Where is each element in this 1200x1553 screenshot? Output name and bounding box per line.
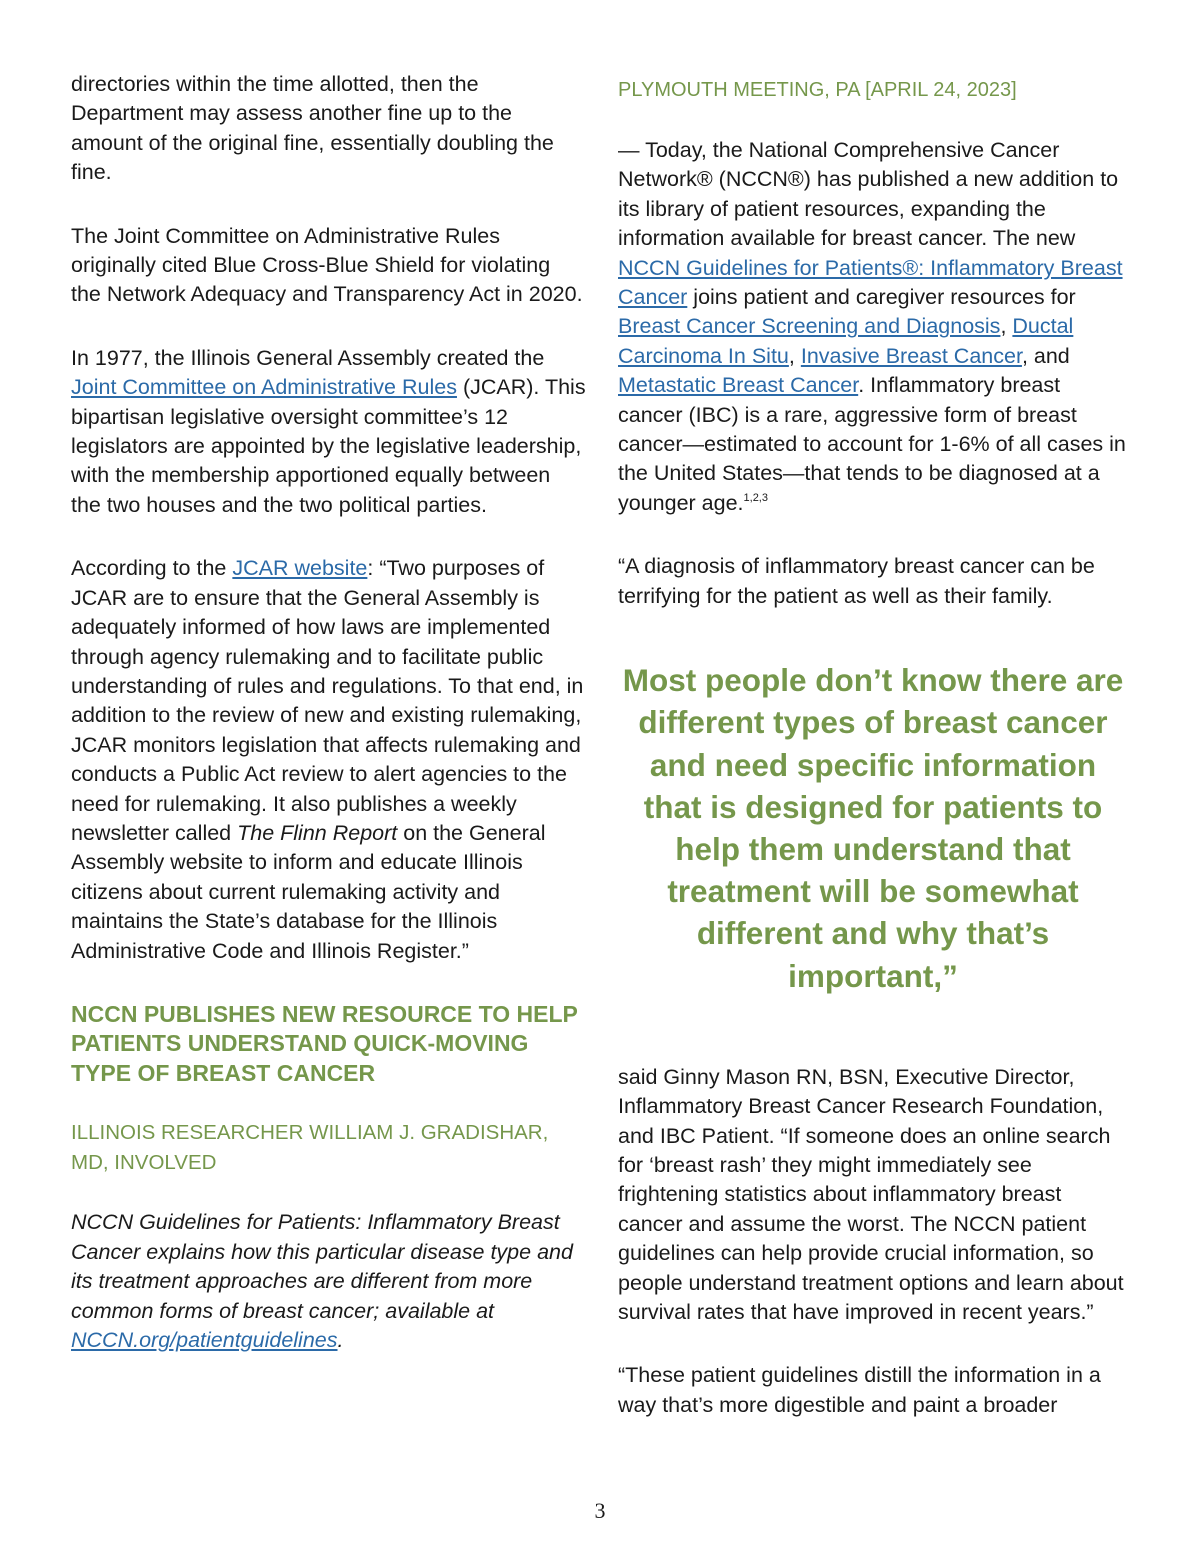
pull-quote: Most people don’t know there are different types of breast cancer and need specific information that is designed for patients to help them understand that treatment will be somewhat different and why that’s important,” [622, 662, 1124, 994]
left-column [71, 70, 586, 1390]
paragraph-attribution: said Ginny Mason RN, BSN, Executive Director, Inflammatory Breast Cancer Research Foundation, and IBC Patient. “If someone does an online search for ‘breast rash’ they might immediately see frightening statistics about inflammatory breast cancer and assume the worst. The NCCN patient guidelines can help provide crucial information, so people understand treatment options and learn about survival rates that have improved in recent years.” [618, 1064, 1124, 1324]
article-intro: NCCN Guidelines for Patients: Inflammatory Breast Cancer explains how this particular disease type and its treatment approaches are different from more common forms of breast cancer; available at NCCN.org/patientguidelines. [71, 1210, 573, 1353]
right-column [618, 70, 1128, 1454]
metastatic-breast-cancer-link[interactable]: Metastatic Breast Cancer [618, 373, 859, 398]
jcar-link[interactable]: Joint Committee on Administrative Rules [71, 375, 457, 400]
article-subheading: ILLINOIS RESEARCHER WILLIAM J. GRADISHAR, MD, INVOLVED [71, 1121, 549, 1175]
page-number: 3 [594, 1498, 606, 1523]
paragraph-jcar-citation: The Joint Committee on Administrative Rules originally cited Blue Cross-Blue Shield for violating the Network Adequacy and Transparency Act in 2020. [71, 223, 583, 307]
paragraph-jcar-purpose: According to the JCAR website: “Two purposes of JCAR are to ensure that the General Assembly is adequately informed of how laws are implemented through agency rulemaking and to facilitate public understanding of rules and regulations. To that end, in addition to the review of new and existing rulemaking, JCAR monitors legislation that affects rulemaking and conducts a Public Act review to alert agencies to the need for rulemaking. It also publishes a weekly newsletter called The Flinn Report on the General Assembly website to inform and educate Illinois citizens about current rulemaking activity and maintains the State’s database for the Illinois Administrative Code and Illinois Register.” [71, 556, 584, 963]
invasive-breast-cancer-link[interactable]: Invasive Breast Cancer [800, 343, 1022, 368]
paragraph-jcar-history: In 1977, the Illinois General Assembly created the Joint Committee on Administrative Rules (JCAR). This bipartisan legislative oversight committee’s 12 legislators are appointed by the legislative leadership, with the membership apportioned equally between the two houses and the two political parties. [71, 345, 586, 517]
article-heading: NCCN PUBLISHES NEW RESOURCE TO HELP PATIENTS UNDERSTAND QUICK-MOVING TYPE OF BREAST CANCER [71, 1000, 578, 1086]
flinn-report-title: The Flinn Report [237, 820, 398, 845]
dcis-link[interactable]: Ductal Carcinoma In Situ [618, 314, 1074, 368]
paragraph-quote-intro: “A diagnosis of inflammatory breast cancer can be terrifying for the patient as well as their family. [618, 554, 1095, 608]
footnote-refs: 1,2,3 [743, 491, 768, 504]
paragraph-fine-doubling: directories within the time allotted, then the Department may assess another fine up to the amount of the original fine, essentially doubling the fine. [71, 72, 554, 185]
ibc-guidelines-link[interactable]: NCCN Guidelines for Patients®: Inflammatory Breast Cancer [618, 255, 1123, 310]
dateline: PLYMOUTH MEETING, PA [APRIL 24, 2023] [618, 79, 1017, 101]
screening-diagnosis-link[interactable]: Breast Cancer Screening and Diagnosis [618, 314, 1001, 339]
patient-guidelines-link[interactable]: NCCN.org/patientguidelines [71, 1328, 338, 1353]
jcar-website-link[interactable]: JCAR website [232, 556, 368, 581]
paragraph-announcement: — Today, the National Comprehensive Cancer Network® (NCCN®) has published a new addition to its library of patient resources, expanding the information available for breast cancer. The new NCCN Guidelines for Patients®: Inflammatory Breast Cancer joins patient and caregiver resources for Breast Cancer Screening and Diagnosis, Ductal Carcinoma In Situ, Invasive Breast Cancer, and Metastatic Breast Cancer. Inflammatory breast cancer (IBC) is a rare, aggressive form of breast cancer—estimated to account for 1-6% of all cases in the United States—that tends to be diagnosed at a younger age.$^{1,2,3}$ [618, 138, 1126, 515]
paragraph-continued: “These patient guidelines distill the information in a way that’s more digestible and paint a broader [618, 1363, 1101, 1417]
